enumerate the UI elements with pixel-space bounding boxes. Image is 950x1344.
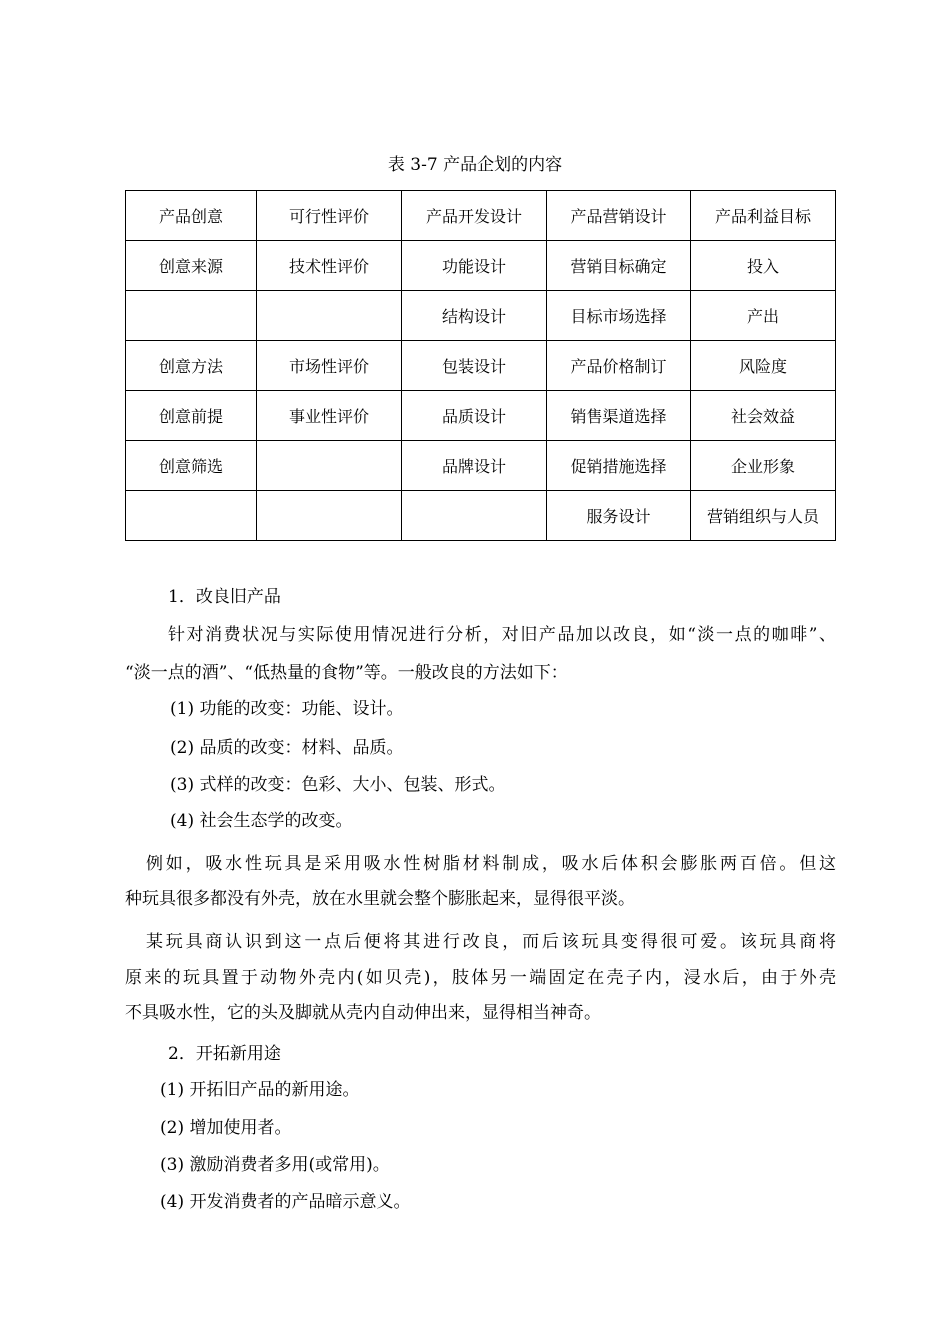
table-cell: 品牌设计 <box>402 441 547 491</box>
table-row <box>126 441 836 491</box>
table-cell <box>257 291 402 341</box>
table-cell: 促销措施选择 <box>547 441 691 491</box>
table-cell: 服务设计 <box>547 491 691 541</box>
paragraph-line: 种玩具很多都没有外壳，放在水里就会整个膨胀起来，显得很平淡。 <box>125 889 635 909</box>
table-cell <box>402 491 547 541</box>
table-cell: 社会效益 <box>691 391 836 441</box>
paragraph-line: 针对消费状况与实际使用情况进行分析，对旧产品加以改良，如“淡一点的咖啡”、 <box>168 625 836 645</box>
table-cell <box>126 491 257 541</box>
table-cell: 营销目标确定 <box>547 241 691 291</box>
table-header-cell: 产品营销设计 <box>547 191 691 241</box>
list-item: (3) 式样的改变：色彩、大小、包装、形式。 <box>170 775 506 795</box>
paragraph-line: 不具吸水性，它的头及脚就从壳内自动伸出来，显得相当神奇。 <box>125 1003 601 1023</box>
table-row <box>126 291 836 341</box>
table-cell: 产出 <box>691 291 836 341</box>
table-row <box>126 341 836 391</box>
table-cell <box>257 491 402 541</box>
paragraph-line: 原来的玩具置于动物外壳内(如贝壳)，肢体另一端固定在壳子内，浸水后，由于外壳 <box>125 968 836 988</box>
table-row <box>126 391 836 441</box>
table-row <box>126 191 836 241</box>
table-cell: 创意前提 <box>126 391 257 441</box>
list-item: (4) 开发消费者的产品暗示意义。 <box>160 1192 411 1212</box>
table-caption: 表 3-7 产品企划的内容 <box>387 155 563 175</box>
section-heading: 2．开拓新用途 <box>168 1044 281 1064</box>
table-cell: 产品价格制订 <box>547 341 691 391</box>
table-cell: 销售渠道选择 <box>547 391 691 441</box>
table-cell <box>257 441 402 491</box>
table-cell: 目标市场选择 <box>547 291 691 341</box>
table-header-cell: 产品利益目标 <box>691 191 836 241</box>
table-cell: 结构设计 <box>402 291 547 341</box>
paragraph-line: 例如，吸水性玩具是采用吸水性树脂材料制成，吸水后体积会膨胀两百倍。但这 <box>146 854 836 874</box>
table-cell: 技术性评价 <box>257 241 402 291</box>
table-cell: 包装设计 <box>402 341 547 391</box>
list-item: (1) 开拓旧产品的新用途。 <box>160 1080 360 1100</box>
paragraph-line: 某玩具商认识到这一点后便将其进行改良，而后该玩具变得很可爱。该玩具商将 <box>146 932 836 952</box>
table-cell: 投入 <box>691 241 836 291</box>
list-item: (1) 功能的改变：功能、设计。 <box>170 699 404 719</box>
table-cell: 品质设计 <box>402 391 547 441</box>
paragraph-line: “淡一点的酒”、“低热量的食物”等。一般改良的方法如下： <box>125 663 568 683</box>
table-cell <box>126 291 257 341</box>
table-cell: 营销组织与人员 <box>691 491 836 541</box>
table-cell: 风险度 <box>691 341 836 391</box>
list-item: (2) 品质的改变：材料、品质。 <box>170 738 404 758</box>
list-item: (2) 增加使用者。 <box>160 1118 292 1138</box>
table-row <box>126 491 836 541</box>
table-cell: 企业形象 <box>691 441 836 491</box>
list-item: (3) 激励消费者多用(或常用)。 <box>160 1155 390 1175</box>
table-cell: 创意方法 <box>126 341 257 391</box>
list-item: (4) 社会生态学的改变。 <box>170 811 353 831</box>
table-header-cell: 可行性评价 <box>257 191 402 241</box>
table-row <box>126 241 836 291</box>
section-heading: 1．改良旧产品 <box>168 587 281 607</box>
table-cell: 事业性评价 <box>257 391 402 441</box>
table-cell: 市场性评价 <box>257 341 402 391</box>
table-cell: 创意来源 <box>126 241 257 291</box>
product-planning-table <box>125 190 836 541</box>
table-header-cell: 产品创意 <box>126 191 257 241</box>
table-cell: 功能设计 <box>402 241 547 291</box>
table-header-cell: 产品开发设计 <box>402 191 547 241</box>
table-cell: 创意筛选 <box>126 441 257 491</box>
